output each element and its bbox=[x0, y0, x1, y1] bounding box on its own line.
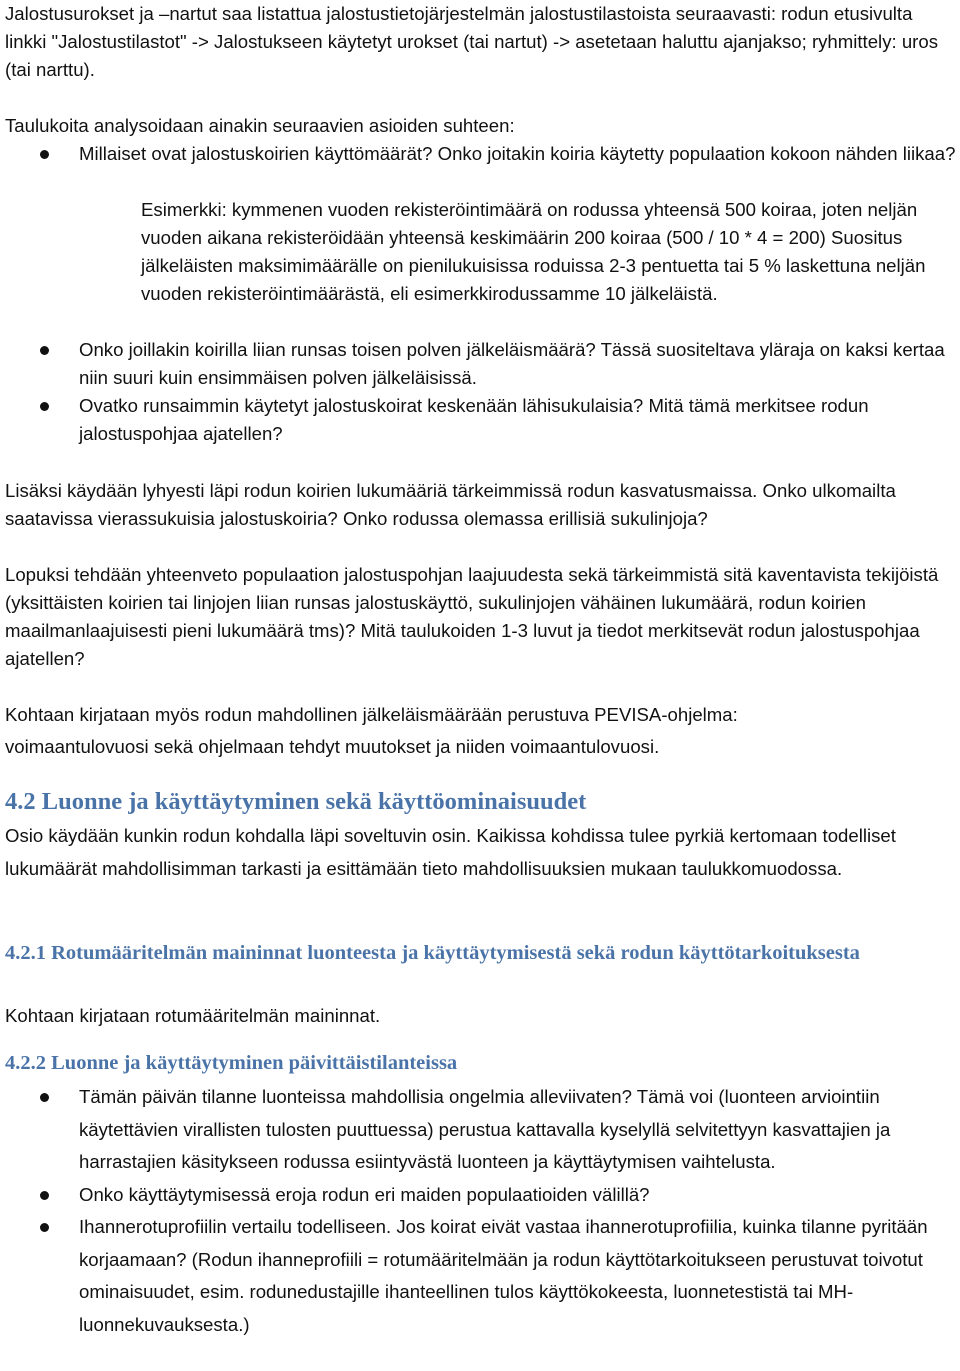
section-heading-4-2-1 bbox=[5, 938, 958, 969]
additional-paragraph: Lisäksi käydään lyhyesti läpi rodun koirien lukumääriä tärkeimmissä rodun kasvatusmaissa. Onko ulkomailta saatavissa vierassukuisia jalostuskoiria? Onko rodussa olemassa erillisiä sukulinjoja? bbox=[5, 480, 896, 529]
summary-paragraph: Lopuksi tehdään yhteenveto populaation jalostuspohjan laajuudesta sekä tärkeimmistä sitä kaventavista tekijöistä (yksittäisten koirien tai linjojen liian runsas jalostuskäyttö, sukulinjojen vähäinen lukumäärä, rodun koirien maailmanlaajuisesti pieni lukumäärä tms)? Mitä taulukoiden 1-3 luvut ja tiedot merkitsevät rodun jalostuspohjaa ajatellen? bbox=[5, 564, 939, 669]
section-title: Rotumääritelmän maininnat luonteesta ja käyttäytymisestä sekä rodun käyttötarkoituksesta bbox=[51, 942, 860, 964]
section-number: 4.2 bbox=[5, 788, 36, 815]
section-4-2-2-bullet-list bbox=[0, 1081, 958, 1341]
bullet-icon bbox=[40, 1191, 49, 1200]
list-item bbox=[0, 392, 958, 448]
list-item bbox=[0, 336, 958, 392]
analysis-lead: Taulukoita analysoidaan ainakin seuraavien asioiden suhteen: bbox=[5, 115, 515, 136]
section-number: 4.2.1 bbox=[5, 942, 46, 964]
list-item-text: Onko käyttäytymisessä eroja rodun eri maiden populaatioiden välillä? bbox=[79, 1183, 650, 1205]
bullet-icon bbox=[40, 1093, 49, 1102]
list-item-text: Ovatko runsaimmin käytetyt jalostuskoirat keskenään lähisukulaisia? Mitä tämä merkitsee rodun jalostuspohjaa ajatellen? bbox=[79, 395, 869, 444]
pevisa-line-2: voimaantulovuosi sekä ohjelmaan tehdyt muutokset ja niiden voimaantulovuosi. bbox=[5, 736, 660, 757]
list-item bbox=[0, 140, 958, 168]
section-number: 4.2.2 bbox=[5, 1052, 46, 1074]
analysis-bullet-list bbox=[0, 140, 958, 168]
section-4-2-1-body: Kohtaan kirjataan rotumääritelmän maininnat. bbox=[5, 1005, 381, 1026]
analysis-bullet-list-continued bbox=[0, 336, 958, 448]
list-item bbox=[0, 1081, 958, 1179]
bullet-icon bbox=[40, 150, 49, 159]
intro-paragraph: Jalostusurokset ja –nartut saa listattua jalostustietojärjestelmän jalostustilastoista seuraavasti: rodun etusivulta linkki "Jalostustilastot" -> Jalostukseen käytetyt urokset (tai nartut) -> asetetaan haluttu ajanjakso; ryhmittely: uros (tai narttu). bbox=[5, 3, 938, 80]
example-paragraph: Esimerkki: kymmenen vuoden rekisteröintimäärä on rodussa yhteensä 500 koiraa, joten neljän vuoden aikana rekisteröidään yhteensä keskimäärin 200 koiraa (500 / 10 * 4 = 200) Suositus jälkeläisten maksimimäärälle on pienilukuisissa roduissa 2-3 pentuetta tai 5 % laskettuna neljän vuoden rekisteröintimäärästä, eli esimerkkirodussamme 10 jälkeläistä. bbox=[141, 199, 926, 304]
bullet-icon bbox=[40, 346, 49, 355]
list-item-text: Onko joillakin koirilla liian runsas toisen polven jälkeläismäärä? Tässä suositeltava yläraja on kaksi kertaa niin suuri kuin ensimmäisen polven jälkeläisissä. bbox=[79, 339, 945, 388]
section-heading-4-2-2 bbox=[5, 1048, 958, 1079]
list-item-text: Millaiset ovat jalostuskoirien käyttömäärät? Onko joitakin koiria käytetty populaation kokoon nähden liikaa? bbox=[79, 143, 956, 164]
section-title: Luonne ja käyttäytyminen sekä käyttöominaisuudet bbox=[41, 788, 587, 815]
section-title: Luonne ja käyttäytyminen päivittäistilanteissa bbox=[51, 1052, 458, 1074]
bullet-icon bbox=[40, 1223, 49, 1232]
list-item bbox=[0, 1179, 958, 1212]
list-item bbox=[0, 1211, 958, 1341]
section-heading-4-2 bbox=[5, 787, 958, 817]
list-item-text: Tämän päivän tilanne luonteissa mahdollisia ongelmia alleviivaten? Tämä voi (luonteen arviointiin käytettävien virallisten tulosten puuttuessa) perustua kattavalla kyselyllä selvitettyyn kasvattajien ja harrastajien käsitykseen rodussa esiintyvästä luonteen ja käyttäytymisen vaihtelusta. bbox=[79, 1086, 891, 1172]
bullet-icon bbox=[40, 402, 49, 411]
section-4-2-body: Osio käydään kunkin rodun kohdalla läpi soveltuvin osin. Kaikissa kohdissa tulee pyrkiä kertomaan todelliset lukumäärät mahdollisimman tarkasti ja esittämään tieto mahdollisuuksien mukaan taulukkomuodossa. bbox=[5, 825, 896, 879]
list-item-text: Ihannerotuprofiilin vertailu todelliseen. Jos koirat eivät vastaa ihannerotuprofiilia, kuinka tilanne pyritään korjaamaan? (Rodun ihanneprofiili = rotumääritelmään ja rodun käyttötarkoitukseen perustuvat toivotut ominaisuudet, esim. rodunedustajille ihanteellinen tulos käyttökokeesta, luonnetestistä tai MH-luonnekuvauksesta.) bbox=[79, 1216, 928, 1335]
pevisa-line-1: Kohtaan kirjataan myös rodun mahdollinen jälkeläismäärään perustuva PEVISA-ohjelma: bbox=[5, 704, 738, 725]
